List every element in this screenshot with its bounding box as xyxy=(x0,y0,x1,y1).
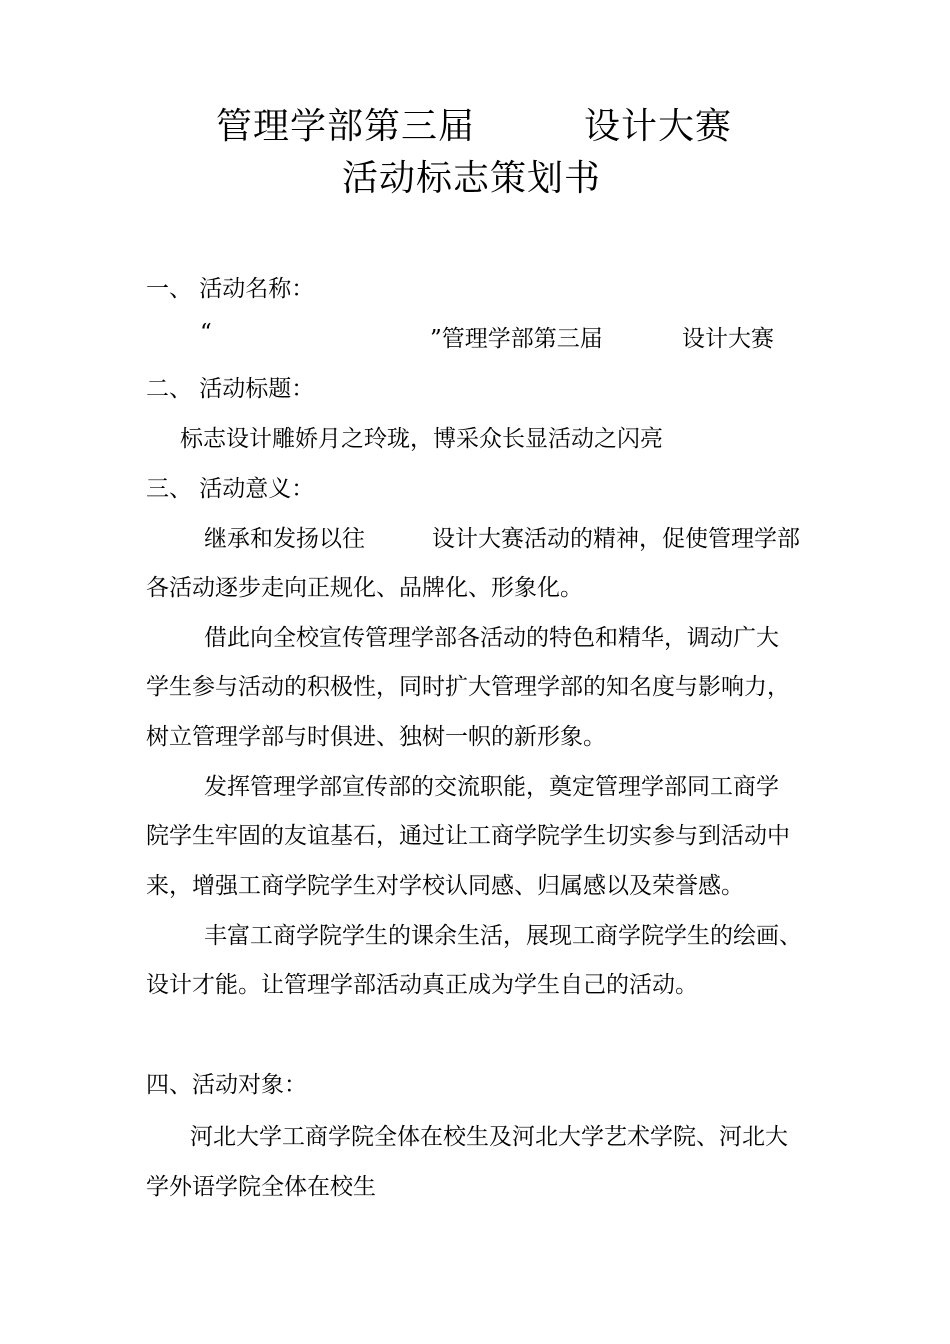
significance-p1-line1a: 继承和发扬以往 xyxy=(204,526,365,552)
section-3-heading: 三、 活动意义： xyxy=(146,476,315,502)
activity-name-text-2: 设计大赛 xyxy=(682,326,774,352)
significance-p1-line1b: 设计大赛活动的精神，促使管理学部 xyxy=(432,526,800,552)
target-line2: 学外语学院全体在校生 xyxy=(146,1174,376,1200)
title-line1-right: 设计大赛 xyxy=(584,106,733,147)
title-line2: 活动标志策划书 xyxy=(342,158,602,199)
section-4-heading: 四、活动对象： xyxy=(146,1072,307,1098)
activity-name-text: ”管理学部第三届 xyxy=(430,326,603,352)
significance-p2-line3: 树立管理学部与时俱进、独树一帜的新形象。 xyxy=(146,724,606,750)
significance-p4-line1: 丰富工商学院学生的课余生活，展现工商学院学生的绘画、 xyxy=(204,923,802,949)
significance-p2-line2: 学生参与活动的积极性，同时扩大管理学部的知名度与影响力， xyxy=(146,674,790,700)
significance-p3-line3: 来，增强工商学院学生对学校认同感、归属感以及荣誉感。 xyxy=(146,873,744,899)
target-line1: 河北大学工商学院全体在校生及河北大学艺术学院、河北大 xyxy=(190,1124,788,1150)
significance-p3-line2: 院学生牢固的友谊基石，通过让工商学院学生切实参与到活动中 xyxy=(146,823,790,849)
section-2-heading: 二、 活动标题： xyxy=(146,376,315,402)
section-1-heading: 一、 活动名称： xyxy=(146,276,315,302)
title-line1-left: 管理学部第三届 xyxy=(216,106,476,147)
significance-p2-line1: 借此向全校宣传管理学部各活动的特色和精华，调动广大 xyxy=(204,625,779,651)
activity-name-open-quote: “ xyxy=(200,320,212,346)
significance-p3-line1: 发挥管理学部宣传部的交流职能，奠定管理学部同工商学 xyxy=(204,774,779,800)
significance-p4-line2: 设计才能。让管理学部活动真正成为学生自己的活动。 xyxy=(146,972,698,998)
significance-p1-line2: 各活动逐步走向正规化、品牌化、形象化。 xyxy=(146,575,583,601)
activity-title-text: 标志设计雕娇月之玲珑，博采众长显活动之闪亮 xyxy=(180,426,663,452)
